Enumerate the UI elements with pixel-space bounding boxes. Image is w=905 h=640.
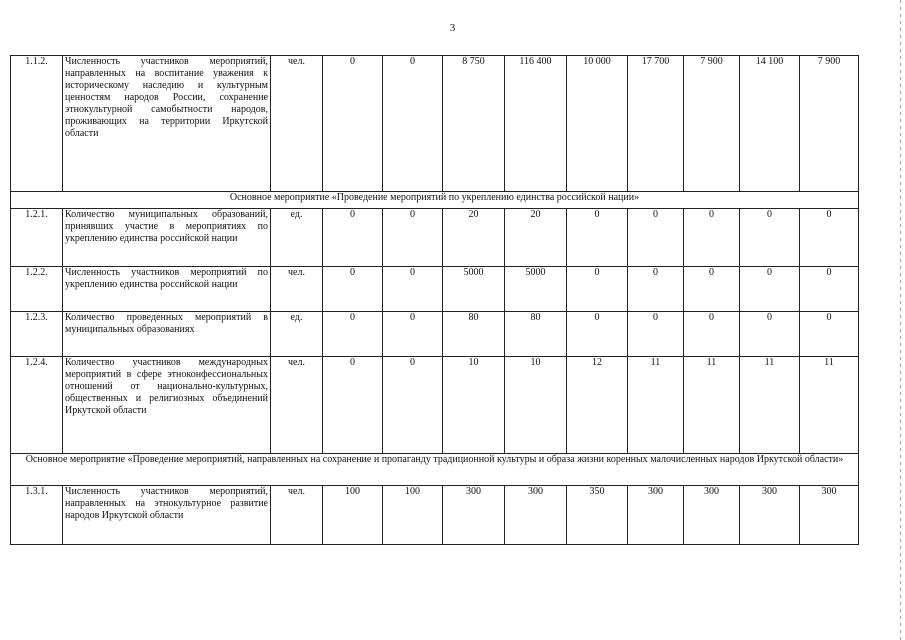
value-cell: 0 (323, 56, 383, 192)
value-cell: 300 (443, 486, 505, 545)
section-title: Основное мероприятие «Проведение мероприятий по укреплению единства российской нации» (11, 192, 859, 209)
table-row (11, 486, 859, 545)
table-row (11, 312, 859, 357)
table-row (11, 56, 859, 192)
unit-of-measure: ед. (271, 312, 323, 357)
row-code: 1.3.1. (11, 486, 63, 545)
value-cell: 12 (567, 357, 628, 454)
unit-of-measure: ед. (271, 209, 323, 267)
value-cell: 80 (443, 312, 505, 357)
value-cell: 5000 (505, 267, 567, 312)
value-cell: 100 (383, 486, 443, 545)
indicators-table (10, 55, 859, 545)
value-cell: 300 (505, 486, 567, 545)
indicator-name: Количество проведенных мероприятий в муниципальных образованиях (63, 312, 271, 357)
indicator-name: Количество муниципальных образований, принявших участие в мероприятиях по укреплению единства российской нации (63, 209, 271, 267)
value-cell: 11 (628, 357, 684, 454)
unit-of-measure: чел. (271, 267, 323, 312)
value-cell: 11 (800, 357, 859, 454)
unit-of-measure: чел. (271, 486, 323, 545)
value-cell: 350 (567, 486, 628, 545)
unit-of-measure: чел. (271, 357, 323, 454)
value-cell: 300 (800, 486, 859, 545)
value-cell: 10 (443, 357, 505, 454)
value-cell: 0 (800, 267, 859, 312)
row-code: 1.2.3. (11, 312, 63, 357)
row-code: 1.2.1. (11, 209, 63, 267)
value-cell: 0 (740, 312, 800, 357)
row-code: 1.2.2. (11, 267, 63, 312)
indicator-name: Численность участников мероприятий, направленных на этнокультурное развитие народов Иркутской области (63, 486, 271, 545)
value-cell: 0 (323, 357, 383, 454)
indicator-name: Численность участников мероприятий по укреплению единства российской нации (63, 267, 271, 312)
value-cell: 0 (800, 209, 859, 267)
table-row (11, 209, 859, 267)
value-cell: 11 (740, 357, 800, 454)
value-cell: 17 700 (628, 56, 684, 192)
value-cell: 0 (383, 312, 443, 357)
value-cell: 7 900 (684, 56, 740, 192)
value-cell: 0 (383, 209, 443, 267)
indicator-name: Количество участников международных мероприятий в сфере этноконфессиональных отношений от национально-культурных, общественных и религиозных объединений Иркутской области (63, 357, 271, 454)
value-cell: 5000 (443, 267, 505, 312)
table-row (11, 357, 859, 454)
value-cell: 0 (740, 267, 800, 312)
section-row (11, 192, 859, 209)
value-cell: 0 (740, 209, 800, 267)
row-code: 1.1.2. (11, 56, 63, 192)
value-cell: 8 750 (443, 56, 505, 192)
value-cell: 0 (383, 267, 443, 312)
section-title: Основное мероприятие «Проведение мероприятий, направленных на сохранение и пропаганду традиционной культуры и образа жизни коренных малочисленных народов Иркутской области» (11, 454, 859, 486)
value-cell: 0 (684, 312, 740, 357)
value-cell: 80 (505, 312, 567, 357)
value-cell: 0 (628, 209, 684, 267)
value-cell: 0 (628, 267, 684, 312)
value-cell: 300 (628, 486, 684, 545)
value-cell: 0 (684, 267, 740, 312)
value-cell: 10 (505, 357, 567, 454)
value-cell: 0 (383, 357, 443, 454)
value-cell: 0 (323, 267, 383, 312)
page-number: 3 (449, 22, 456, 34)
value-cell: 0 (684, 209, 740, 267)
value-cell: 20 (443, 209, 505, 267)
value-cell: 0 (567, 209, 628, 267)
value-cell: 0 (383, 56, 443, 192)
value-cell: 10 000 (567, 56, 628, 192)
value-cell: 100 (323, 486, 383, 545)
value-cell: 0 (567, 267, 628, 312)
page-edge-line (900, 0, 901, 640)
value-cell: 0 (628, 312, 684, 357)
section-row (11, 454, 859, 486)
unit-of-measure: чел. (271, 56, 323, 192)
value-cell: 11 (684, 357, 740, 454)
value-cell: 0 (323, 312, 383, 357)
row-code: 1.2.4. (11, 357, 63, 454)
value-cell: 0 (567, 312, 628, 357)
value-cell: 20 (505, 209, 567, 267)
value-cell: 0 (323, 209, 383, 267)
value-cell: 7 900 (800, 56, 859, 192)
value-cell: 300 (740, 486, 800, 545)
table-row (11, 267, 859, 312)
value-cell: 14 100 (740, 56, 800, 192)
table-body (11, 56, 859, 545)
value-cell: 300 (684, 486, 740, 545)
value-cell: 116 400 (505, 56, 567, 192)
indicator-name: Численность участников мероприятий, направленных на воспитание уважения к историческому наследию и культурным ценностям народов России, сохранение этнокультурной самобытности народов, проживающих на территории Иркутской области (63, 56, 271, 192)
value-cell: 0 (800, 312, 859, 357)
